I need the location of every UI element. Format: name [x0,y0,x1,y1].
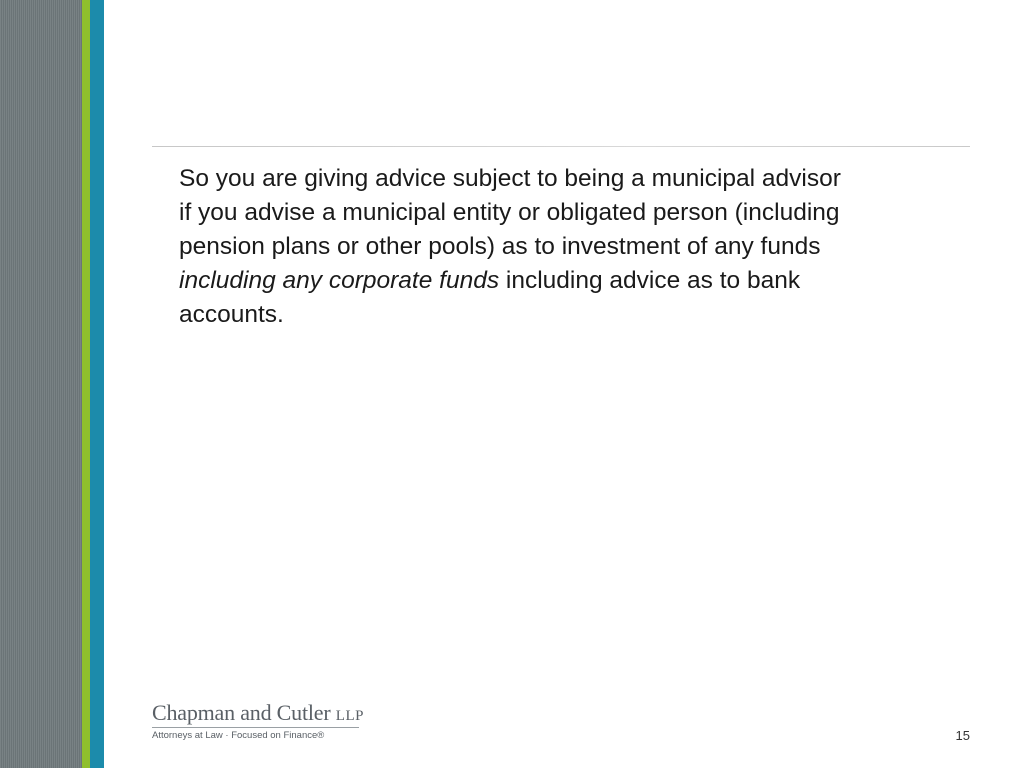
chapman-cutler-logo [152,700,367,744]
body-line-1: So you are giving advice subject to being a municipal advisor [179,165,841,192]
logo-divider [152,727,359,728]
logo-llp: LLP [335,708,364,724]
body-line-3: pension plans or other pools) as to investment of any funds [179,233,821,260]
left-teal-stripe [90,0,104,768]
body-line-5: accounts. [179,301,284,328]
logo-firm-name: Chapman and Cutler [152,700,336,725]
logo-tagline: Attorneys at Law · Focused on Finance® [152,730,325,741]
slide-body-text [179,162,969,332]
header-divider [152,146,970,147]
logo-wordmark [152,700,364,726]
left-green-stripe [82,0,90,768]
left-gray-band [0,0,82,768]
body-line-2: if you advise a municipal entity or obligated person (including [179,199,840,226]
page-number: 15 [955,728,970,743]
body-italic-phrase: including any corporate funds [179,267,500,294]
body-line-4: including advice as to bank [499,267,801,294]
